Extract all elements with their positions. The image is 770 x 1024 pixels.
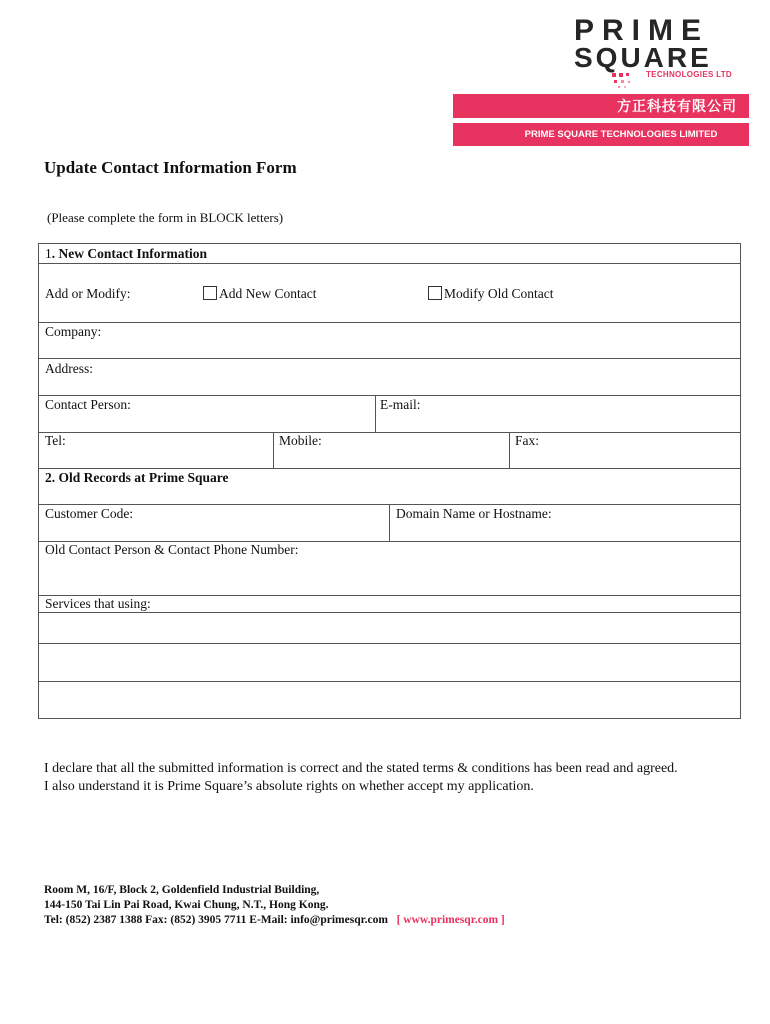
footer-contact: Tel: (852) 2387 1388 Fax: (852) 3905 7711 E-Mail: info@primesqr.com — [44, 914, 388, 926]
services-label: Services that using: — [45, 596, 151, 611]
fax-field[interactable]: Fax: — [515, 433, 540, 448]
modify-old-contact-label: Modify Old Contact — [444, 286, 554, 301]
declaration-line-1: I declare that all the submitted information is correct and the stated terms & conditions has been read and agreed. — [44, 761, 678, 776]
divider — [39, 432, 740, 433]
section1-heading — [45, 246, 207, 262]
company-logo — [570, 14, 745, 89]
chinese-name-banner: 方正科技有限公司 — [453, 94, 749, 118]
add-new-contact-label: Add New Contact — [219, 286, 317, 301]
divider — [509, 432, 510, 468]
footer-address — [44, 883, 505, 928]
modify-old-contact-checkbox[interactable] — [428, 286, 442, 300]
declaration-line-2: I also understand it is Prime Square’s absolute rights on whether accept my application. — [44, 779, 534, 794]
divider — [39, 263, 740, 264]
domain-name-field[interactable]: Domain Name or Hostname: — [396, 506, 552, 521]
contact-form-table — [38, 243, 741, 719]
divider — [375, 395, 376, 432]
divider — [273, 432, 274, 468]
mobile-field[interactable]: Mobile: — [279, 433, 322, 448]
company-field[interactable]: Company: — [45, 324, 102, 339]
divider — [389, 504, 390, 541]
form-note: (Please complete the form in BLOCK letters) — [47, 210, 284, 225]
email-field[interactable]: E-mail: — [380, 397, 421, 412]
section1-number: 1 — [45, 246, 52, 261]
footer-line-1: Room M, 16/F, Block 2, Goldenfield Industrial Building, — [44, 884, 320, 896]
footer-line-3 — [44, 913, 505, 928]
section2-heading: 2. Old Records at Prime Square — [45, 470, 229, 485]
logo-dots-graphic — [610, 72, 640, 90]
old-contact-field[interactable]: Old Contact Person & Contact Phone Number: — [45, 542, 299, 557]
declaration-text — [44, 760, 744, 796]
logo-tagline: TECHNOLOGIES LTD — [646, 70, 732, 79]
services-line-3[interactable] — [39, 682, 740, 718]
english-name-banner: PRIME SQUARE TECHNOLOGIES LIMITED — [453, 123, 749, 146]
divider — [39, 395, 740, 396]
divider — [39, 358, 740, 359]
services-line-2[interactable] — [39, 644, 740, 681]
section1-title: . New Contact Information — [51, 246, 207, 261]
logo-word-prime: PRIME — [574, 14, 710, 47]
services-line-1[interactable] — [39, 613, 740, 643]
add-or-modify-label: Add or Modify: — [45, 286, 131, 301]
form-title: Update Contact Information Form — [44, 158, 297, 177]
divider — [39, 468, 740, 469]
logo-word-square: SQUARE — [574, 42, 712, 73]
footer-line-2: 144-150 Tai Lin Pai Road, Kwai Chung, N.T., Hong Kong. — [44, 899, 329, 911]
contact-person-field[interactable]: Contact Person: — [45, 397, 131, 412]
website-link[interactable]: [ www.primesqr.com ] — [396, 914, 505, 926]
divider — [39, 322, 740, 323]
address-field[interactable]: Address: — [45, 361, 93, 376]
add-new-contact-checkbox[interactable] — [203, 286, 217, 300]
customer-code-field[interactable]: Customer Code: — [45, 506, 134, 521]
tel-field[interactable]: Tel: — [45, 433, 66, 448]
